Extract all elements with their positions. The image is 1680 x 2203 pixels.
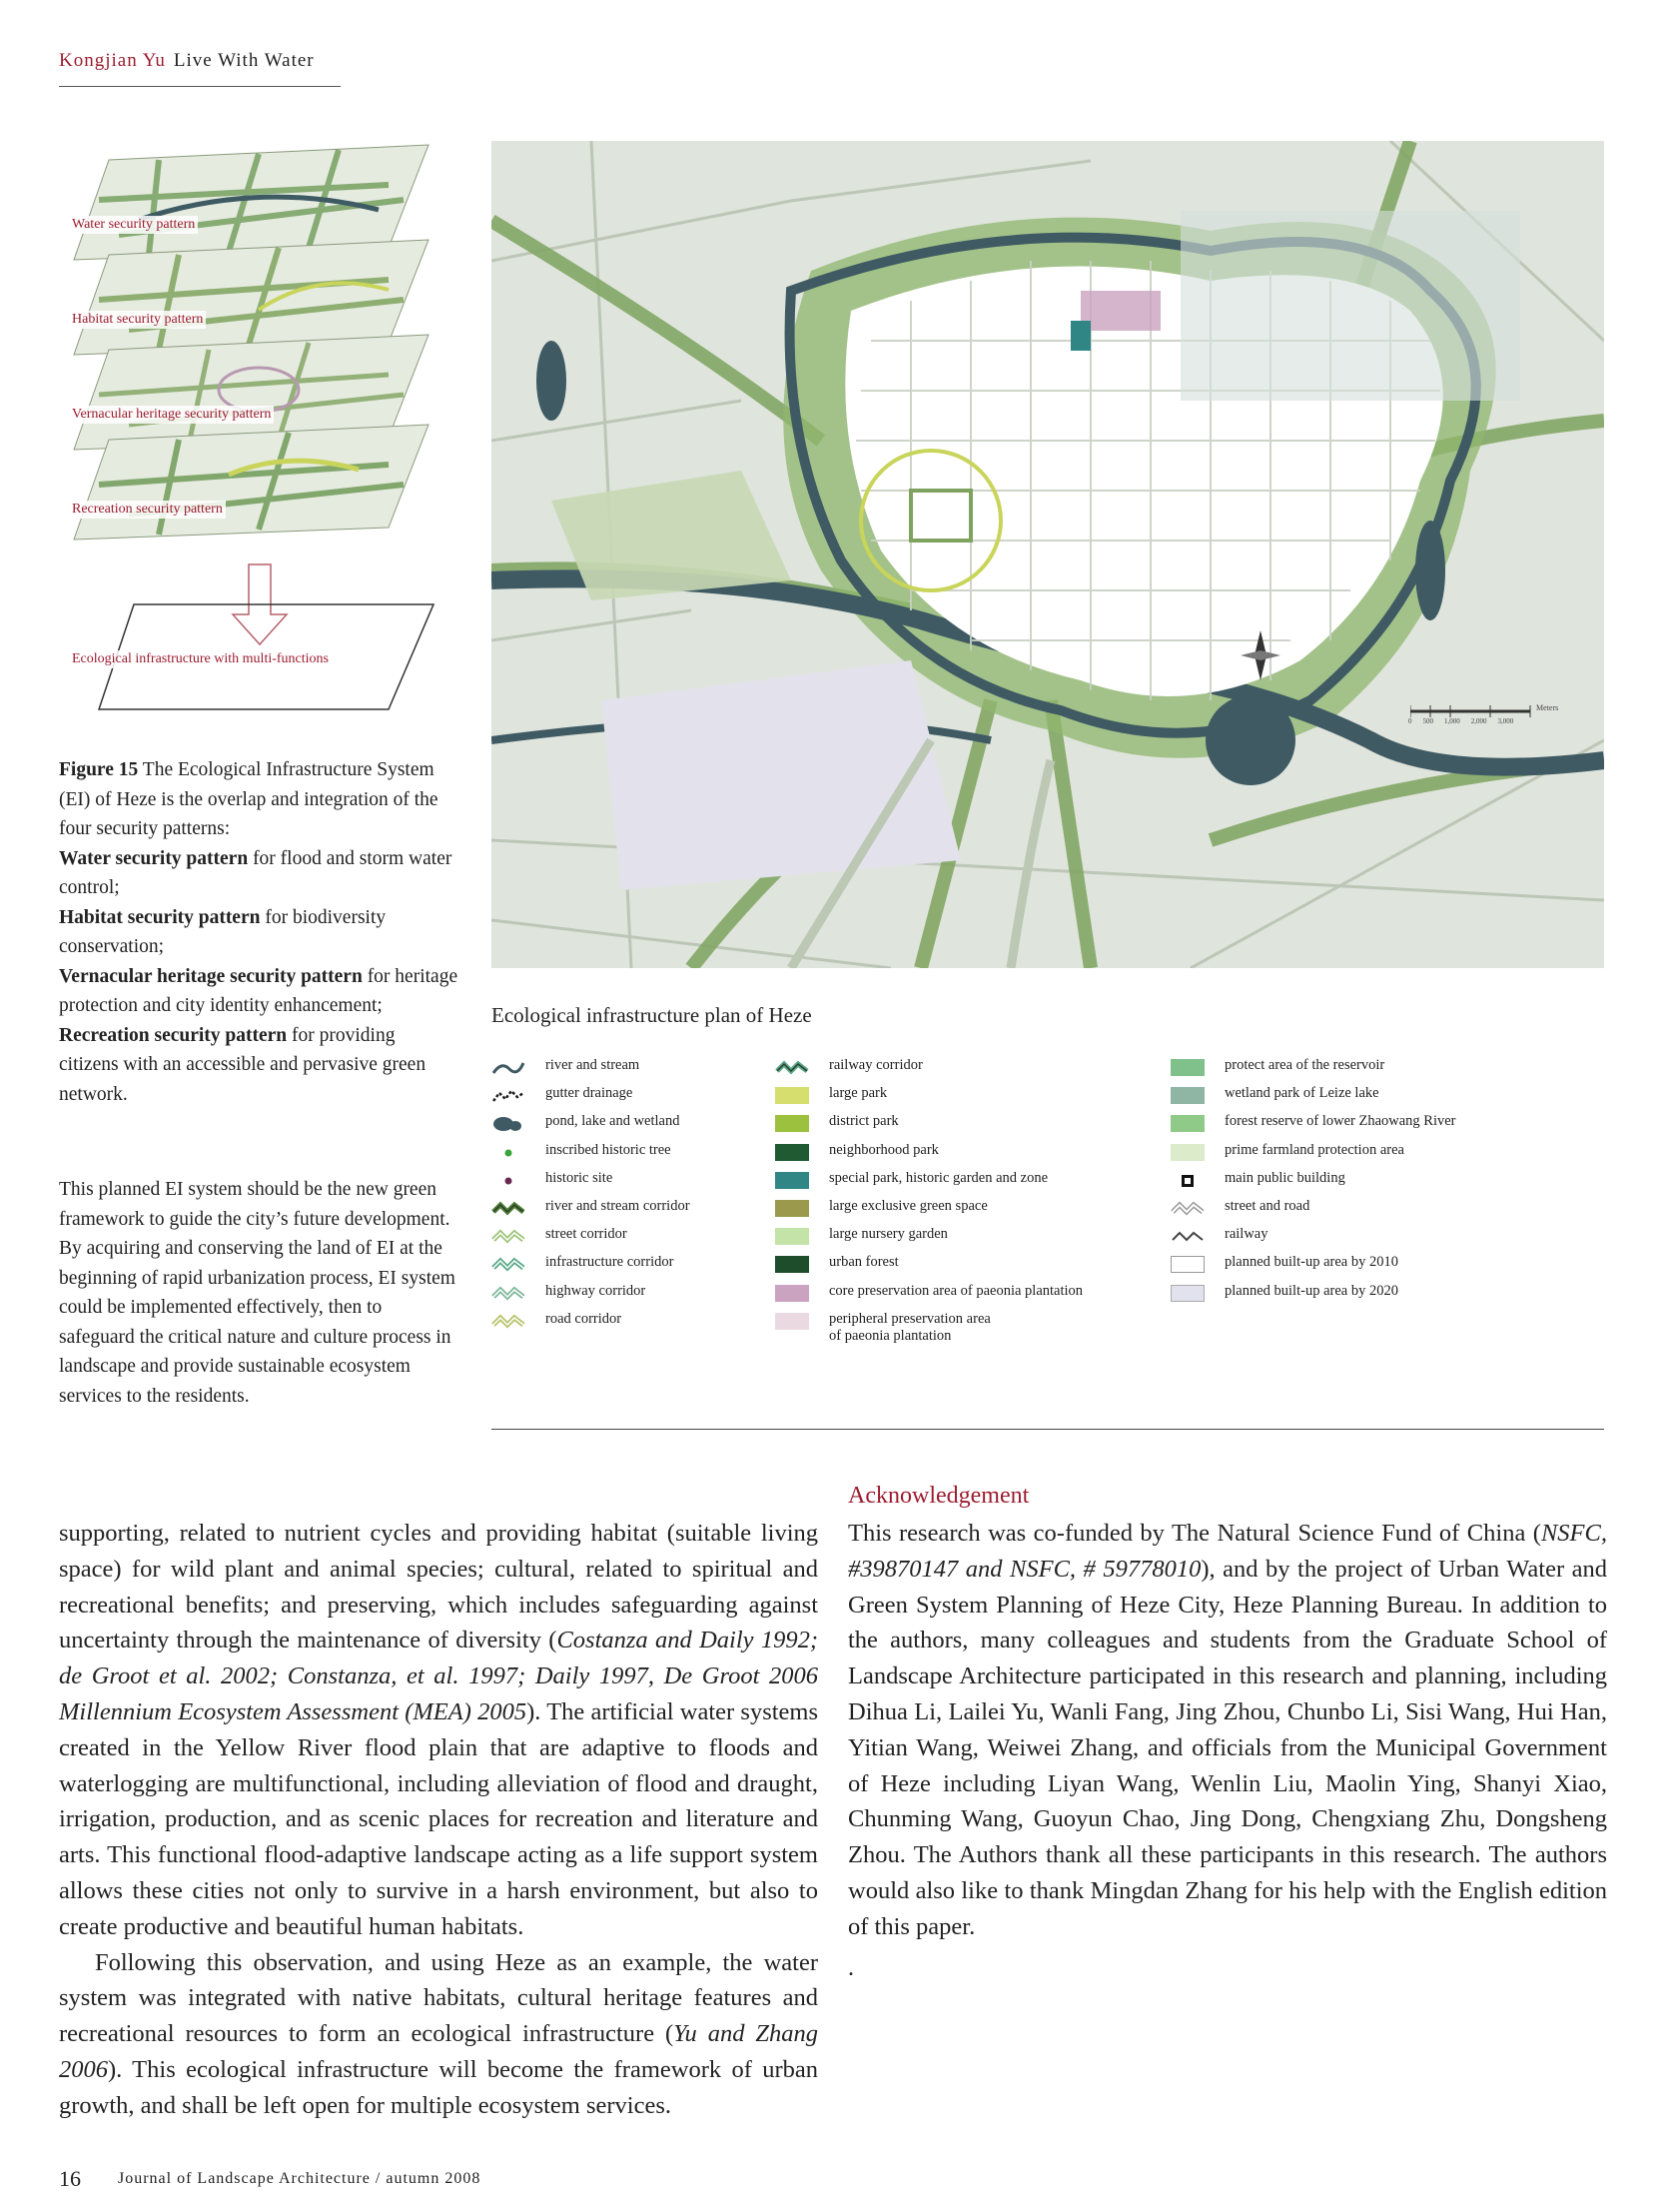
street-road-icon xyxy=(1171,1200,1205,1218)
legend-swatch xyxy=(775,1200,809,1217)
text-run: Following this observation, and using Heze as an example, the water system was integrated with native habitats, cultural heritage features and recreational resources to form an ecological infrastructure ( xyxy=(59,1948,818,2048)
caption-item-title: Recreation security pattern xyxy=(59,1024,288,1046)
legend-label: large exclusive green space xyxy=(829,1197,988,1214)
legend-label: street corridor xyxy=(545,1226,627,1243)
layer-label-water: Water security pattern xyxy=(69,216,198,234)
legend-label: street and road xyxy=(1225,1197,1310,1214)
caption-item-text: for heritage protection and city identity enhancement; xyxy=(59,965,458,1016)
legend-label: historic site xyxy=(545,1169,613,1186)
legend-label-line: peripheral preservation area xyxy=(829,1310,991,1327)
citation: Costanza and Daily 1992; de Groot et al. 2002; Constanza, et al. 1997; Daily 1997, De Groot 2006 Millennium Ecosystem Assessment (MEA) 2005 xyxy=(59,1627,818,1725)
legend-label: road corridor xyxy=(545,1310,622,1327)
acknowledgement-heading: Acknowledgement xyxy=(848,1483,1030,1509)
layer-label-heritage: Vernacular heritage security pattern xyxy=(69,406,274,424)
river-stream-icon xyxy=(491,1059,525,1077)
citation: Yu and Zhang 2006 xyxy=(59,2020,818,2083)
layer-label-habitat: Habitat security pattern xyxy=(69,311,206,329)
historic-tree-icon xyxy=(491,1144,525,1162)
legend-label xyxy=(829,1311,991,1345)
legend-label: forest reserve of lower Zhaowang River xyxy=(1225,1113,1456,1130)
main-building-icon xyxy=(1171,1172,1205,1190)
legend-label: protect area of the reservoir xyxy=(1225,1057,1385,1073)
heze-map-illustration xyxy=(491,141,1604,968)
legend-swatch xyxy=(1171,1059,1205,1076)
running-head-author: Kongjian Yu xyxy=(59,50,166,71)
page-number: 16 xyxy=(59,2166,81,2191)
stray-period: . xyxy=(848,1955,854,1981)
ei-paragraph: This planned EI system should be the new green framework to guide the city’s future development. By acquiring and conserving the land of EI at the beginning of rapid urbanization process, EI system could be implemented effectively, then to safeguard the critical nature and culture process in landscape and provide sustainable ecosystem services to the residents. xyxy=(59,1179,455,1407)
legend-swatch xyxy=(1171,1087,1205,1104)
legend-swatch xyxy=(775,1228,809,1245)
scale-tick: 3,000 xyxy=(1497,717,1514,725)
text-run: supporting, related to nutrient cycles and providing habitat (suitable living space) for wild plant and animal species; cultural, related to spiritual and recreational benefits; and preserving, which includes safeguarding against uncertainty through the maintenance of diversity ( xyxy=(59,1520,818,1654)
legend-swatch xyxy=(775,1172,809,1189)
journal-footer: Journal of Landscape Architecture / autumn 2008 xyxy=(118,2170,481,2187)
legend-swatch xyxy=(775,1313,809,1330)
scale-tick: 2,000 xyxy=(1470,717,1487,725)
legend-swatch xyxy=(1171,1144,1205,1161)
legend-label: large park xyxy=(829,1085,888,1102)
gutter-drainage-icon xyxy=(491,1087,525,1105)
running-head-title: Live With Water xyxy=(173,50,315,71)
legend-label: inscribed historic tree xyxy=(545,1141,671,1158)
legend-label: river and stream xyxy=(545,1057,640,1073)
legend-label: wetland park of Leize lake xyxy=(1225,1085,1379,1102)
layer-label-recreation: Recreation security pattern xyxy=(69,501,226,519)
scale-label: Meters xyxy=(1536,703,1559,712)
river-corridor-icon xyxy=(491,1200,525,1218)
caption-item-text: for flood and storm water control; xyxy=(59,847,452,898)
body-paragraph xyxy=(59,1945,818,2124)
text-run: ), and by the project of Urban Water and Green System Planning of Heze City, Heze Planning Bureau. In addition to the authors, many colleagues and students from the Graduate School of Landscape Architecture participated in this research and planning, including Dihua Li, Lailei Yu, Wanli Fang, Jing Zhou, Chunbo Li, Sisi Wang, Hui Han, Yitian Wang, Weiwei Zhang, and officials from the Municipal Government of Heze including Liyan Wang, Wenlin Liu, Maolin Ying, Shanyi Xiao, Chunming Wang, Guoyun Chao, Jing Dong, Chengxiang Zhu, Dongsheng Zhou. The Authors thank all these participants in this research. The authors would also like to thank Mingdan Zhang for his help with the English edition of this paper. xyxy=(848,1555,1607,1940)
scale-tick: 500 xyxy=(1422,717,1433,725)
acknowledgement-text xyxy=(848,1516,1607,1945)
legend-label: prime farmland protection area xyxy=(1225,1141,1404,1158)
railway-icon xyxy=(1171,1228,1205,1246)
road-corridor-icon xyxy=(491,1313,525,1331)
security-pattern-layers-figure xyxy=(59,140,448,719)
legend-swatch xyxy=(1171,1115,1205,1132)
caption-item-text: for biodiversity conservation; xyxy=(59,906,387,957)
street-corridor-icon xyxy=(491,1228,525,1246)
infrastructure-corridor-icon xyxy=(491,1256,525,1274)
caption-item-title: Habitat security pattern xyxy=(59,906,261,928)
body-paragraph xyxy=(59,1516,818,1945)
legend-label: pond, lake and wetland xyxy=(545,1113,680,1130)
legend-label: core preservation area of paeonia plantation xyxy=(829,1282,1084,1299)
text-run: ). This ecological infrastructure will become the framework of urban growth, and shall be left open for multiple ecosystem services. xyxy=(59,2055,818,2119)
legend-swatch xyxy=(775,1144,809,1161)
ecological-infrastructure-map xyxy=(491,141,1604,968)
caption-item-title: Water security pattern xyxy=(59,847,249,869)
north-arrow-icon xyxy=(1241,630,1280,685)
legend-label: river and stream corridor xyxy=(545,1197,690,1214)
legend-swatch xyxy=(775,1115,809,1132)
railway-corridor-icon xyxy=(775,1059,809,1077)
legend-label: neighborhood park xyxy=(829,1141,939,1158)
legend-label: railway corridor xyxy=(829,1057,923,1073)
legend-label: large nursery garden xyxy=(829,1226,948,1243)
pond-icon xyxy=(491,1115,525,1133)
legend-label: gutter drainage xyxy=(545,1085,633,1102)
figure-caption xyxy=(59,755,458,1109)
map-title: Ecological infrastructure plan of Heze xyxy=(491,1003,812,1027)
scale-tick: 1,000 xyxy=(1444,717,1460,725)
legend-label: main public building xyxy=(1225,1169,1345,1186)
legend-label: planned built-up area by 2020 xyxy=(1225,1282,1398,1299)
caption-label: Figure 15 xyxy=(59,759,139,780)
layer-label-ei: Ecological infrastructure with multi-functions xyxy=(69,650,332,668)
scale-tick: 0 xyxy=(1408,717,1412,725)
legend-label: infrastructure corridor xyxy=(545,1254,674,1271)
legend-label: district park xyxy=(829,1113,899,1130)
running-head xyxy=(59,50,315,72)
text-run: This research was co-funded by The Natural Science Fund of China ( xyxy=(848,1520,1541,1547)
historic-site-icon xyxy=(491,1172,525,1190)
legend-swatch xyxy=(1171,1285,1205,1302)
caption-item-title: Vernacular heritage security pattern xyxy=(59,965,363,987)
legend-swatch xyxy=(775,1087,809,1104)
highway-corridor-icon xyxy=(491,1285,525,1303)
grant-numbers: NSFC, #39870147 and NSFC, # 59778010 xyxy=(848,1520,1607,1583)
legend-label: urban forest xyxy=(829,1254,899,1271)
legend-label: highway corridor xyxy=(545,1282,646,1299)
layer-recreation xyxy=(74,425,428,540)
legend-label: railway xyxy=(1225,1226,1268,1243)
legend-swatch xyxy=(1171,1256,1205,1273)
legend-label: special park, historic garden and zone xyxy=(829,1169,1049,1186)
body-column xyxy=(59,1516,818,2124)
caption-intro: The Ecological Infrastructure System (EI) of Heze is the overlap and integration of the four security patterns: xyxy=(59,759,438,839)
scale-bar xyxy=(1408,703,1559,725)
legend-divider xyxy=(491,1429,1604,1430)
text-run: ). The artificial water systems created in the Yellow River flood plain that are adaptive to floods and waterlogging are multifunctional, including alleviation of flood and draught, irrigation, production, and as scenic places for recreation and literature and arts. This functional flood-adaptive landscape acting as a life support system allows these cities not only to survive in a harsh environment, but also to create productive and beautiful human habitats. xyxy=(59,1697,818,1940)
legend-label: planned built-up area by 2010 xyxy=(1225,1254,1398,1271)
caption-item-text: for providing citizens with an accessible and pervasive green network. xyxy=(59,1024,426,1105)
legend-label-line: of paeonia plantation xyxy=(829,1327,952,1344)
legend-swatch xyxy=(775,1256,809,1273)
header-rule xyxy=(59,86,341,87)
legend-swatch xyxy=(775,1285,809,1302)
